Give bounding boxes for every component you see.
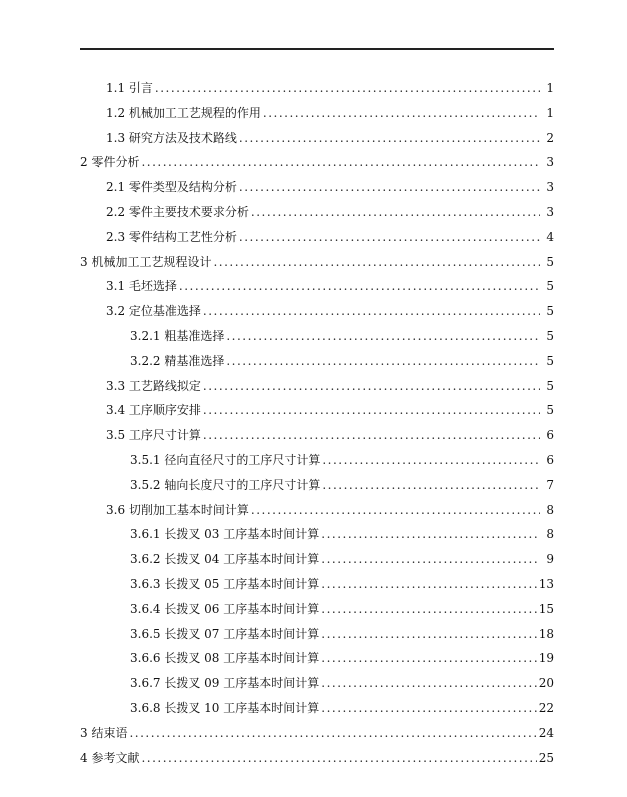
toc-entry-page-number: 3 bbox=[546, 180, 554, 195]
toc-entry-page-number: 15 bbox=[538, 601, 554, 616]
toc-entry-title: 3.6.6 长拨叉 08 工序基本时间计算 bbox=[130, 651, 320, 666]
toc-entry-title: 2.2 零件主要技术要求分析 bbox=[106, 205, 249, 219]
toc-entry-page-number: 24 bbox=[538, 725, 554, 740]
dot-leader bbox=[226, 351, 540, 371]
toc-entry-title: 3.6.5 长拨叉 07 工序基本时间计算 bbox=[130, 626, 320, 641]
toc-entry[interactable] bbox=[130, 648, 554, 668]
toc-entry[interactable] bbox=[130, 673, 554, 693]
toc-entry[interactable] bbox=[130, 698, 554, 718]
toc-entry[interactable] bbox=[130, 450, 554, 470]
toc-entry-title: 3 机械加工工艺规程设计 bbox=[80, 254, 212, 269]
toc-entry-title: 3.2 定位基准选择 bbox=[106, 304, 201, 319]
toc-entry[interactable] bbox=[106, 227, 554, 247]
dot-leader bbox=[322, 475, 540, 495]
toc-entry[interactable] bbox=[106, 400, 554, 420]
dot-leader bbox=[203, 400, 540, 420]
toc-entry-page-number: 19 bbox=[538, 651, 554, 666]
dot-leader bbox=[322, 450, 540, 470]
toc-entry-page-number: 5 bbox=[546, 378, 554, 393]
toc-entry-page-number: 9 bbox=[546, 552, 554, 567]
dot-leader bbox=[239, 227, 540, 247]
toc-entry-page-number: 5 bbox=[546, 353, 554, 368]
dot-leader bbox=[155, 78, 540, 98]
toc-entry-page-number: 18 bbox=[538, 626, 554, 641]
toc-entry-title: 3.6 切削加工基本时间计算 bbox=[106, 502, 249, 517]
toc-entry-page-number: 5 bbox=[546, 304, 554, 319]
dot-leader bbox=[321, 673, 536, 693]
dot-leader bbox=[321, 574, 536, 594]
toc-entry-title: 3.1 毛坯选择 bbox=[106, 279, 177, 294]
toc-entry[interactable] bbox=[106, 177, 554, 197]
toc-entry-title: 3.4 工序顺序安排 bbox=[106, 403, 201, 418]
toc-entry-title: 1.2 机械加工工艺规程的作用 bbox=[106, 105, 261, 120]
dot-leader bbox=[141, 152, 540, 172]
dot-leader bbox=[321, 624, 536, 644]
toc-entry[interactable] bbox=[106, 301, 554, 321]
toc-entry-page-number: 5 bbox=[546, 279, 554, 294]
toc-entry-page-number: 2 bbox=[546, 130, 554, 145]
toc-entry-title: 2 零件分析 bbox=[80, 155, 140, 170]
toc-entry-page-number: 8 bbox=[546, 502, 554, 517]
toc-entry[interactable] bbox=[130, 574, 554, 594]
toc-entry-page-number: 3 bbox=[546, 155, 554, 170]
toc-entry[interactable] bbox=[130, 524, 554, 544]
dot-leader bbox=[321, 599, 536, 619]
toc-entry-title: 3.5.1 径向直径尺寸的工序尺寸计算 bbox=[130, 453, 321, 467]
toc-entry[interactable] bbox=[130, 475, 554, 495]
toc-entry[interactable] bbox=[80, 152, 554, 172]
dot-leader bbox=[203, 301, 540, 321]
dot-leader bbox=[203, 376, 540, 396]
toc-entry-page-number: 7 bbox=[546, 477, 554, 492]
toc-entry[interactable] bbox=[130, 624, 554, 644]
toc-entry-title: 3 结束语 bbox=[80, 725, 128, 740]
dot-leader bbox=[226, 326, 540, 346]
toc-entry[interactable] bbox=[130, 549, 554, 569]
toc-entry[interactable] bbox=[106, 500, 554, 520]
toc-entry[interactable] bbox=[106, 128, 554, 148]
toc-entry-title: 3.6.8 长拨叉 10 工序基本时间计算 bbox=[130, 701, 320, 715]
toc-entry-title: 2.1 零件类型及结构分析 bbox=[106, 180, 237, 195]
toc-entry-title: 4 参考文献 bbox=[80, 750, 140, 765]
toc-entry-page-number: 22 bbox=[538, 701, 554, 715]
toc-entry-page-number: 6 bbox=[546, 428, 554, 443]
dot-leader bbox=[213, 252, 540, 272]
toc-entry-page-number: 4 bbox=[546, 229, 554, 244]
toc-entry[interactable] bbox=[80, 723, 554, 743]
dot-leader bbox=[321, 698, 536, 718]
toc-entry-page-number: 3 bbox=[546, 205, 554, 219]
toc-entry[interactable] bbox=[106, 376, 554, 396]
toc-entry-page-number: 6 bbox=[546, 453, 554, 467]
header-rule bbox=[80, 48, 554, 50]
toc-entry-title: 3.2.2 精基准选择 bbox=[130, 353, 225, 368]
dot-leader bbox=[239, 128, 540, 148]
toc-entry[interactable] bbox=[106, 202, 554, 222]
toc-entry-page-number: 5 bbox=[546, 254, 554, 269]
toc-entry-title: 1.3 研究方法及技术路线 bbox=[106, 130, 237, 145]
dot-leader bbox=[251, 202, 540, 222]
toc-entry[interactable] bbox=[106, 425, 554, 445]
dot-leader bbox=[321, 549, 540, 569]
toc-entry[interactable] bbox=[130, 351, 554, 371]
toc-entry-page-number: 5 bbox=[546, 403, 554, 418]
toc-entry[interactable] bbox=[130, 599, 554, 619]
toc-entry-page-number: 13 bbox=[538, 577, 554, 591]
dot-leader bbox=[203, 425, 540, 445]
toc-entry-title: 3.6.7 长拨叉 09 工序基本时间计算 bbox=[130, 676, 320, 691]
toc-entry-title: 3.5 工序尺寸计算 bbox=[106, 428, 201, 443]
toc-entry[interactable] bbox=[130, 326, 554, 346]
toc-entry-title: 3.5.2 轴向长度尺寸的工序尺寸计算 bbox=[130, 477, 321, 492]
toc-entry-title: 3.6.1 长拨叉 03 工序基本时间计算 bbox=[130, 527, 320, 542]
dot-leader bbox=[141, 748, 536, 768]
dot-leader bbox=[251, 500, 540, 520]
toc-entry-page-number: 5 bbox=[546, 329, 554, 343]
toc-entry-page-number: 8 bbox=[546, 527, 554, 542]
toc-entry[interactable] bbox=[106, 276, 554, 296]
toc-entry-page-number: 20 bbox=[538, 676, 554, 691]
dot-leader bbox=[321, 648, 536, 668]
toc-entry-title: 3.6.3 长拨叉 05 工序基本时间计算 bbox=[130, 577, 320, 591]
toc-entry-title: 2.3 零件结构工艺性分析 bbox=[106, 229, 237, 244]
dot-leader bbox=[129, 723, 536, 743]
dot-leader bbox=[179, 276, 540, 296]
toc-entry[interactable] bbox=[106, 78, 554, 98]
toc-entry[interactable] bbox=[106, 103, 554, 123]
toc-entry-page-number: 1 bbox=[546, 81, 554, 95]
toc-entry-title: 3.6.4 长拨叉 06 工序基本时间计算 bbox=[130, 601, 320, 616]
toc-entry-title: 3.2.1 粗基准选择 bbox=[130, 329, 225, 343]
toc-entry-title: 3.6.2 长拨叉 04 工序基本时间计算 bbox=[130, 552, 320, 567]
toc-entry[interactable] bbox=[80, 748, 554, 768]
dot-leader bbox=[263, 103, 540, 123]
toc-entry-page-number: 1 bbox=[546, 105, 554, 120]
toc-entry[interactable] bbox=[80, 252, 554, 272]
toc-entry-title: 1.1 引言 bbox=[106, 81, 153, 95]
dot-leader bbox=[239, 177, 540, 197]
dot-leader bbox=[321, 524, 540, 544]
toc-entry-page-number: 25 bbox=[538, 750, 554, 765]
toc-entry-title: 3.3 工艺路线拟定 bbox=[106, 378, 201, 393]
